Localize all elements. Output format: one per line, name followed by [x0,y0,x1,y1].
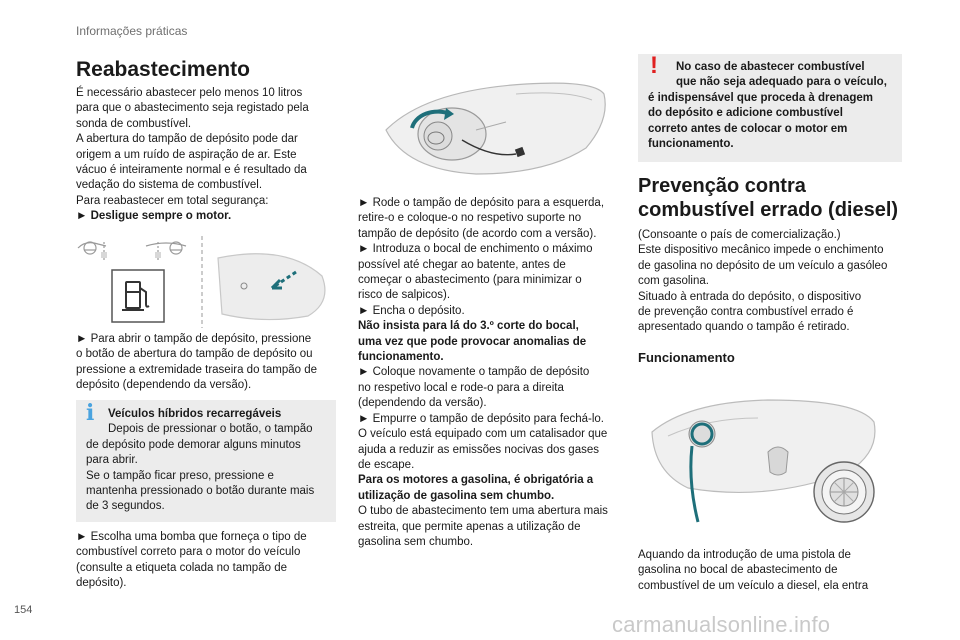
warning-icon: ! [650,52,658,79]
text-line: de depósito pode demorar alguns minutos [86,438,301,451]
text-line: para abrir. [86,454,138,467]
bold-line: funcionamento. [648,138,734,151]
text-line: retire-o e coloque-o no respetivo suporte no [358,212,582,225]
text-line: Aquando da introdução de uma pistola de [638,549,851,561]
text-line: sonda de combustível. [76,117,192,130]
text-line: ► Encha o depósito. [358,304,465,317]
choose-pump-paragraph [76,530,336,592]
step-switch-off: ► Desligue sempre o motor. [76,210,232,223]
operation-paragraph [638,548,908,594]
text-line: de escape. [358,458,415,471]
text-line: Depois de pressionar o botão, o tampão [108,423,313,436]
text-line: ajuda a reduzir as emissões nocivas dos gases [358,443,599,456]
left-column [76,58,331,225]
text-line: ► Coloque novamente o tampão de depósito [358,366,590,379]
text-line: estreita, que permite apenas a utilização de [358,520,581,533]
bold-line: funcionamento. [358,351,444,364]
text-line: ► Introduza o bocal de enchimento o máximo [358,243,593,256]
text-line: (consulte a etiqueta colada no tampão de [76,561,287,574]
press-instructions [76,332,331,394]
bold-line: No caso de abastecer combustível [676,61,865,73]
info-icon: i [86,400,95,426]
text-line: ► Rode o tampão de depósito para a esquerda, [358,197,605,209]
text-line: Para reabastecer em total segurança: [76,194,269,207]
text-line: Situado à entrada do depósito, o dispositivo [638,290,862,303]
fuel-cap-illustration [366,70,616,182]
text-line: combustível de um veículo a diesel, ela entra [638,579,869,592]
breadcrumb: Informações práticas [76,24,188,38]
fuel-pump-icon-frame [112,270,164,322]
text-line: para que o abastecimento seja registado pela [76,102,309,115]
info-box-title: Veículos híbridos recarregáveis [108,408,282,420]
text-line: começar o abastecimento (para minimizar o [358,274,582,287]
intro-paragraph [76,86,331,225]
text-line: O veículo está equipado com um catalisador que [358,428,608,441]
text-line: (Consoante o país de comercialização.) [638,229,841,241]
warning-box-misfuel [638,54,902,162]
text-line: apresentado quando o tampão é retirado. [638,321,850,334]
text-line: combustível correto para o motor do veículo [76,546,301,559]
text-line: (dependendo da versão). [358,397,487,410]
text-line: de gasolina no depósito de um veículo a gasóleo [638,259,888,272]
text-line: gasolina no bocal de abastecimento de [638,564,838,577]
text-line: depósito (dependendo da versão). [76,379,252,392]
watermark: carmanualsonline.info [612,612,831,637]
text-line: o botão de abertura do tampão de depósito ou [76,348,313,361]
text-line: de prevenção contra combustível errado é [638,306,854,319]
bold-line: Para os motores a gasolina, é obrigatória a [358,474,594,487]
text-line: origem a um ruído de aspiração de ar. Este [76,148,297,161]
right-column [638,174,908,365]
section-title-line: combustível errado (diesel) [638,199,899,221]
text-line: ► Para abrir o tampão de depósito, pressione [76,333,312,345]
text-line: mantenha pressionado o botão durante mais [86,485,315,498]
bold-line: que não seja adequado para o veículo, [676,76,887,89]
text-line: É necessário abastecer pelo menos 10 litros [76,87,303,99]
page-number: 154 [14,604,33,616]
fuel-flap-button-illustration [76,236,331,328]
text-line: Se o tampão ficar preso, pressione e [86,469,274,482]
section-title-line: Prevenção contra [638,175,806,197]
bold-line: correto antes de colocar o motor em [648,122,848,135]
text-line: possível até chegar ao batente, antes de [358,258,566,271]
text-line: tampão de depósito (de acordo com a versão). [358,227,597,240]
steering-wheel-icon [146,242,186,260]
text-line: pressione a extremidade traseira do tampão de [76,363,318,376]
subtitle-operation: Funcionamento [638,349,735,365]
steering-wheel-icon [78,242,107,260]
car-rear-illustration [218,254,325,320]
text-line: risco de salpicos). [358,289,451,302]
misfuel-device-illustration [648,392,880,542]
info-box-hybrid [76,400,336,522]
bold-line: uma vez que pode provocar anomalias de [358,335,587,348]
bold-line: é indispensável que proceda à drenagem [648,91,873,104]
section-title-refuelling: Reabastecimento [76,58,250,81]
text-line: no respetivo local e rode-o para a direita [358,381,564,394]
text-line: Este dispositivo mecânico impede o enchimento [638,244,884,257]
text-line: de 3 segundos. [86,500,165,513]
text-line: ► Empurre o tampão de depósito para fechá-lo. [358,412,604,425]
text-line: A abertura do tampão de depósito pode dar [76,133,298,146]
bold-line: do depósito e adicione combustível [648,107,843,120]
text-line: depósito). [76,577,127,590]
text-line: vedação do sistema de combustível. [76,179,263,192]
text-line: O tubo de abastecimento tem uma abertura mais [358,505,608,518]
text-line: ► Escolha uma bomba que forneça o tipo de [76,531,307,543]
bold-line: Não insista para lá do 3.º corte do bocal, [358,320,579,333]
text-line: vácuo é inteiramente normal e é resultado da [76,164,307,177]
text-line: gasolina sem chumbo. [358,535,474,548]
middle-column [358,196,620,550]
text-line: com gasolina. [638,275,709,288]
bold-line: utilização de gasolina sem chumbo. [358,489,555,502]
